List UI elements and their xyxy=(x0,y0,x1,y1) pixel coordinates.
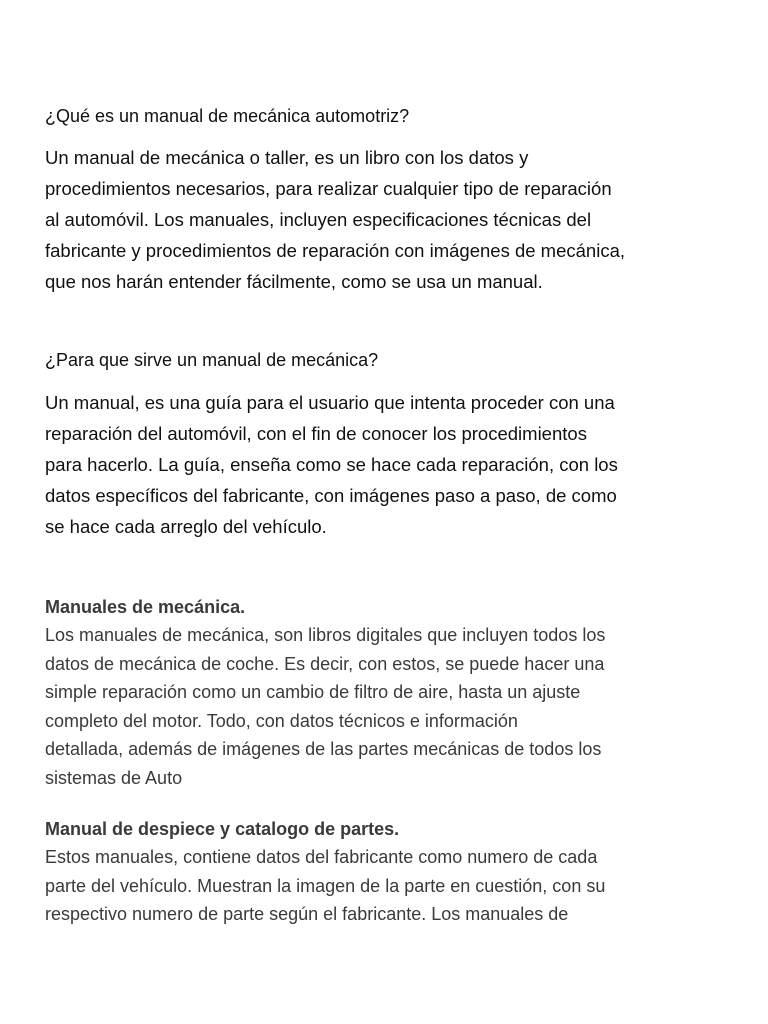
paragraph-line: Estos manuales, contiene datos del fabricante como numero de cada xyxy=(45,847,598,867)
section3-heading: Manuales de mecánica. xyxy=(45,597,246,617)
paragraph-line: respectivo numero de parte según el fabricante. Los manuales de xyxy=(45,904,569,924)
paragraph-line: para hacerlo. La guía, enseña como se hace cada reparación, con los xyxy=(45,454,618,475)
paragraph-line: parte del vehículo. Muestran la imagen de la parte en cuestión, con su xyxy=(45,875,606,896)
paragraph-line: Los manuales de mecánica, son libros digitales que incluyen todos los xyxy=(45,625,606,645)
paragraph-line: se hace cada arreglo del vehículo. xyxy=(45,516,327,537)
section2-paragraph xyxy=(45,387,725,542)
paragraph-line: Un manual de mecánica o taller, es un libro con los datos y xyxy=(45,147,529,168)
section1-question: ¿Qué es un manual de mecánica automotriz? xyxy=(45,106,410,126)
paragraph-line: datos específicos del fabricante, con imágenes paso a paso, de como xyxy=(45,485,617,506)
paragraph-line: datos de mecánica de coche. Es decir, con estos, se puede hacer una xyxy=(45,653,605,674)
paragraph-line: detallada, además de imágenes de las partes mecánicas de todos los xyxy=(45,739,602,759)
paragraph-line: completo del motor. Todo, con datos técnicos e información xyxy=(45,710,518,731)
paragraph-line: simple reparación como un cambio de filtro de aire, hasta un ajuste xyxy=(45,682,581,702)
section1-paragraph xyxy=(45,142,725,297)
section2-question: ¿Para que sirve un manual de mecánica? xyxy=(45,350,379,370)
paragraph-line: que nos harán entender fácilmente, como se usa un manual. xyxy=(45,271,543,292)
section3-paragraph xyxy=(45,621,725,792)
section4-heading: Manual de despiece y catalogo de partes. xyxy=(45,819,400,839)
paragraph-line: Un manual, es una guía para el usuario que intenta proceder con una xyxy=(45,392,615,413)
paragraph-line: sistemas de Auto xyxy=(45,767,183,788)
paragraph-line: procedimientos necesarios, para realizar cualquier tipo de reparación xyxy=(45,178,612,199)
paragraph-line: fabricante y procedimientos de reparación con imágenes de mecánica, xyxy=(45,240,625,261)
paragraph-line: reparación del automóvil, con el fin de conocer los procedimientos xyxy=(45,423,587,444)
paragraph-line: al automóvil. Los manuales, incluyen especificaciones técnicas del xyxy=(45,209,592,230)
section4 xyxy=(45,815,725,929)
section4-paragraph xyxy=(45,843,725,929)
section3 xyxy=(45,593,725,792)
